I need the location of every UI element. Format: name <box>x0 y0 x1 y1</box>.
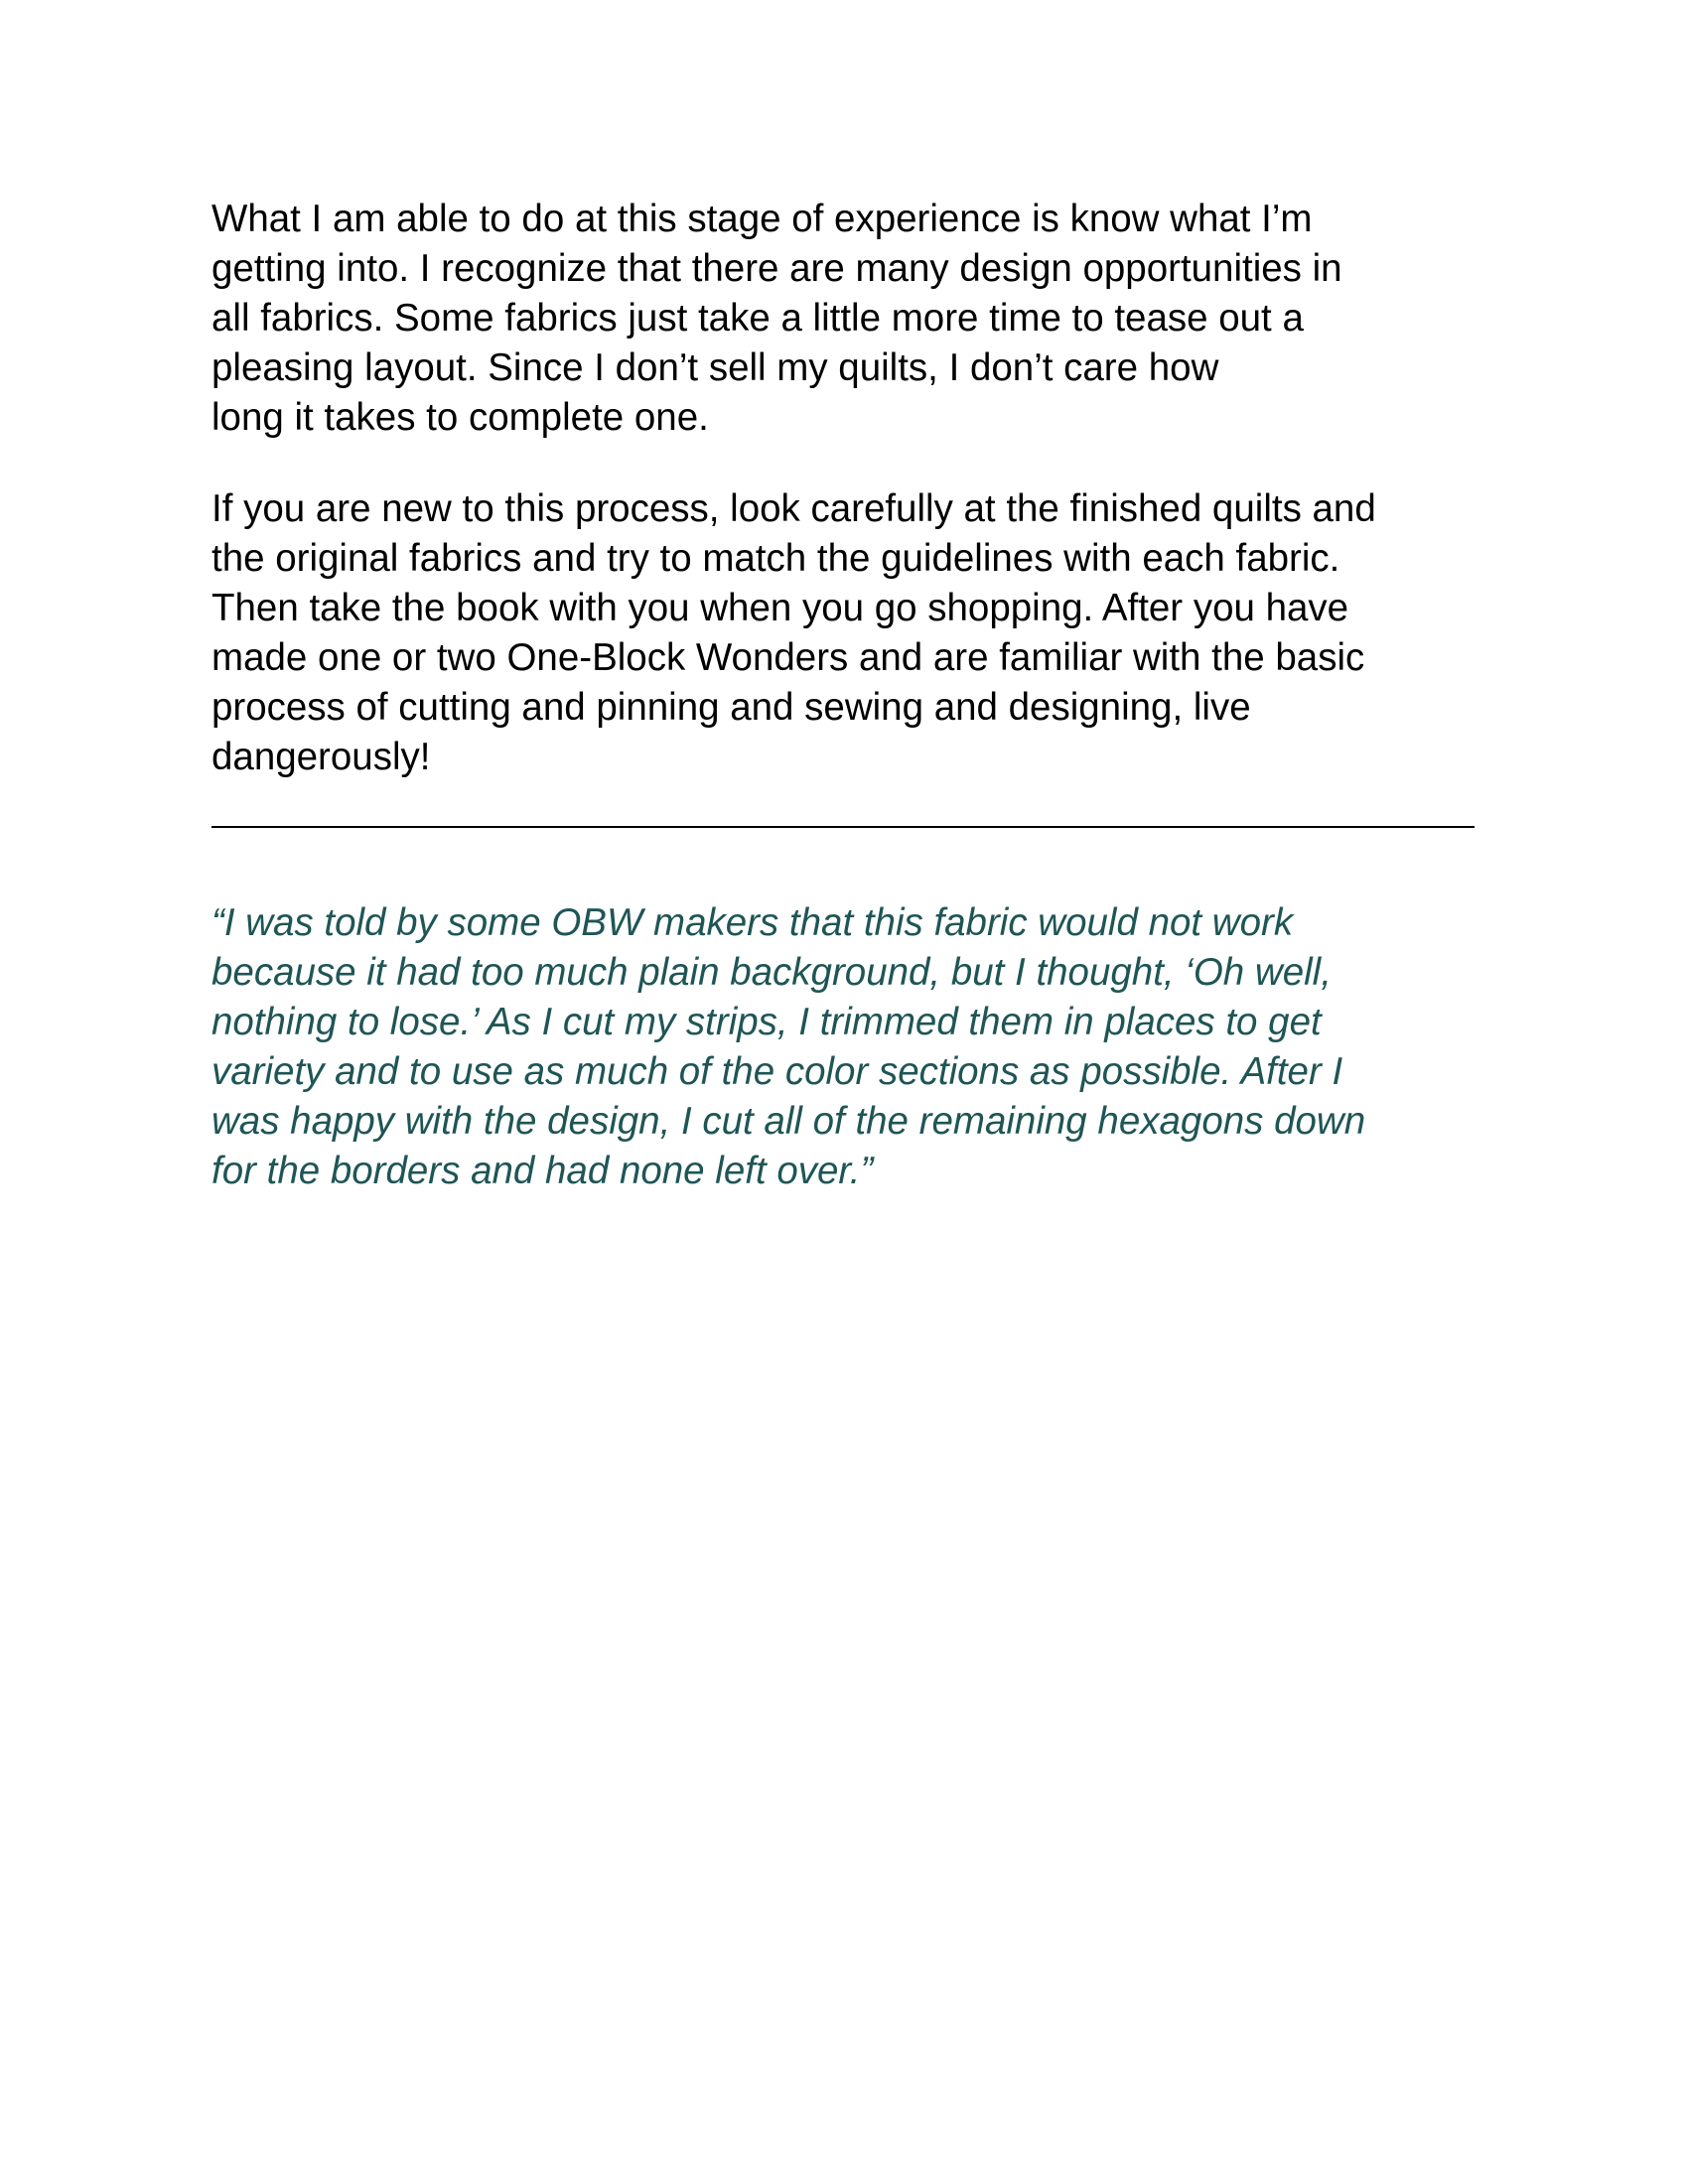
body-paragraph-1: What I am able to do at this stage of experience is know what I’m getting into. I recognize that there are many design opportunities in all fabrics. Some fabrics just take a little more time to tease out a pleasing layout. Since I don’t sell my quilts, I don’t care how long it takes to complete one. <box>211 198 1342 439</box>
pull-quote: “I was told by some OBW makers that this fabric would not work because it had too much plain background, but I thought, ‘Oh well, nothing to lose.’ As I cut my strips, I trimmed them in places to get variety and to use as much of the color sections as possible. After I was happy with the design, I cut all of the remaining hexagons down for the borders and had none left over.” <box>211 901 1366 1192</box>
body-paragraph-2: If you are new to this process, look carefully at the finished quilts and the original fabrics and try to match the guidelines with each fabric. Then take the book with you when you go shopping. After you have made one or two One-Block Wonders and are familiar with the basic process of cutting and pinning and sewing and designing, live dangerously! <box>211 487 1376 778</box>
page-content <box>211 195 1487 1196</box>
horizontal-rule <box>211 826 1475 828</box>
